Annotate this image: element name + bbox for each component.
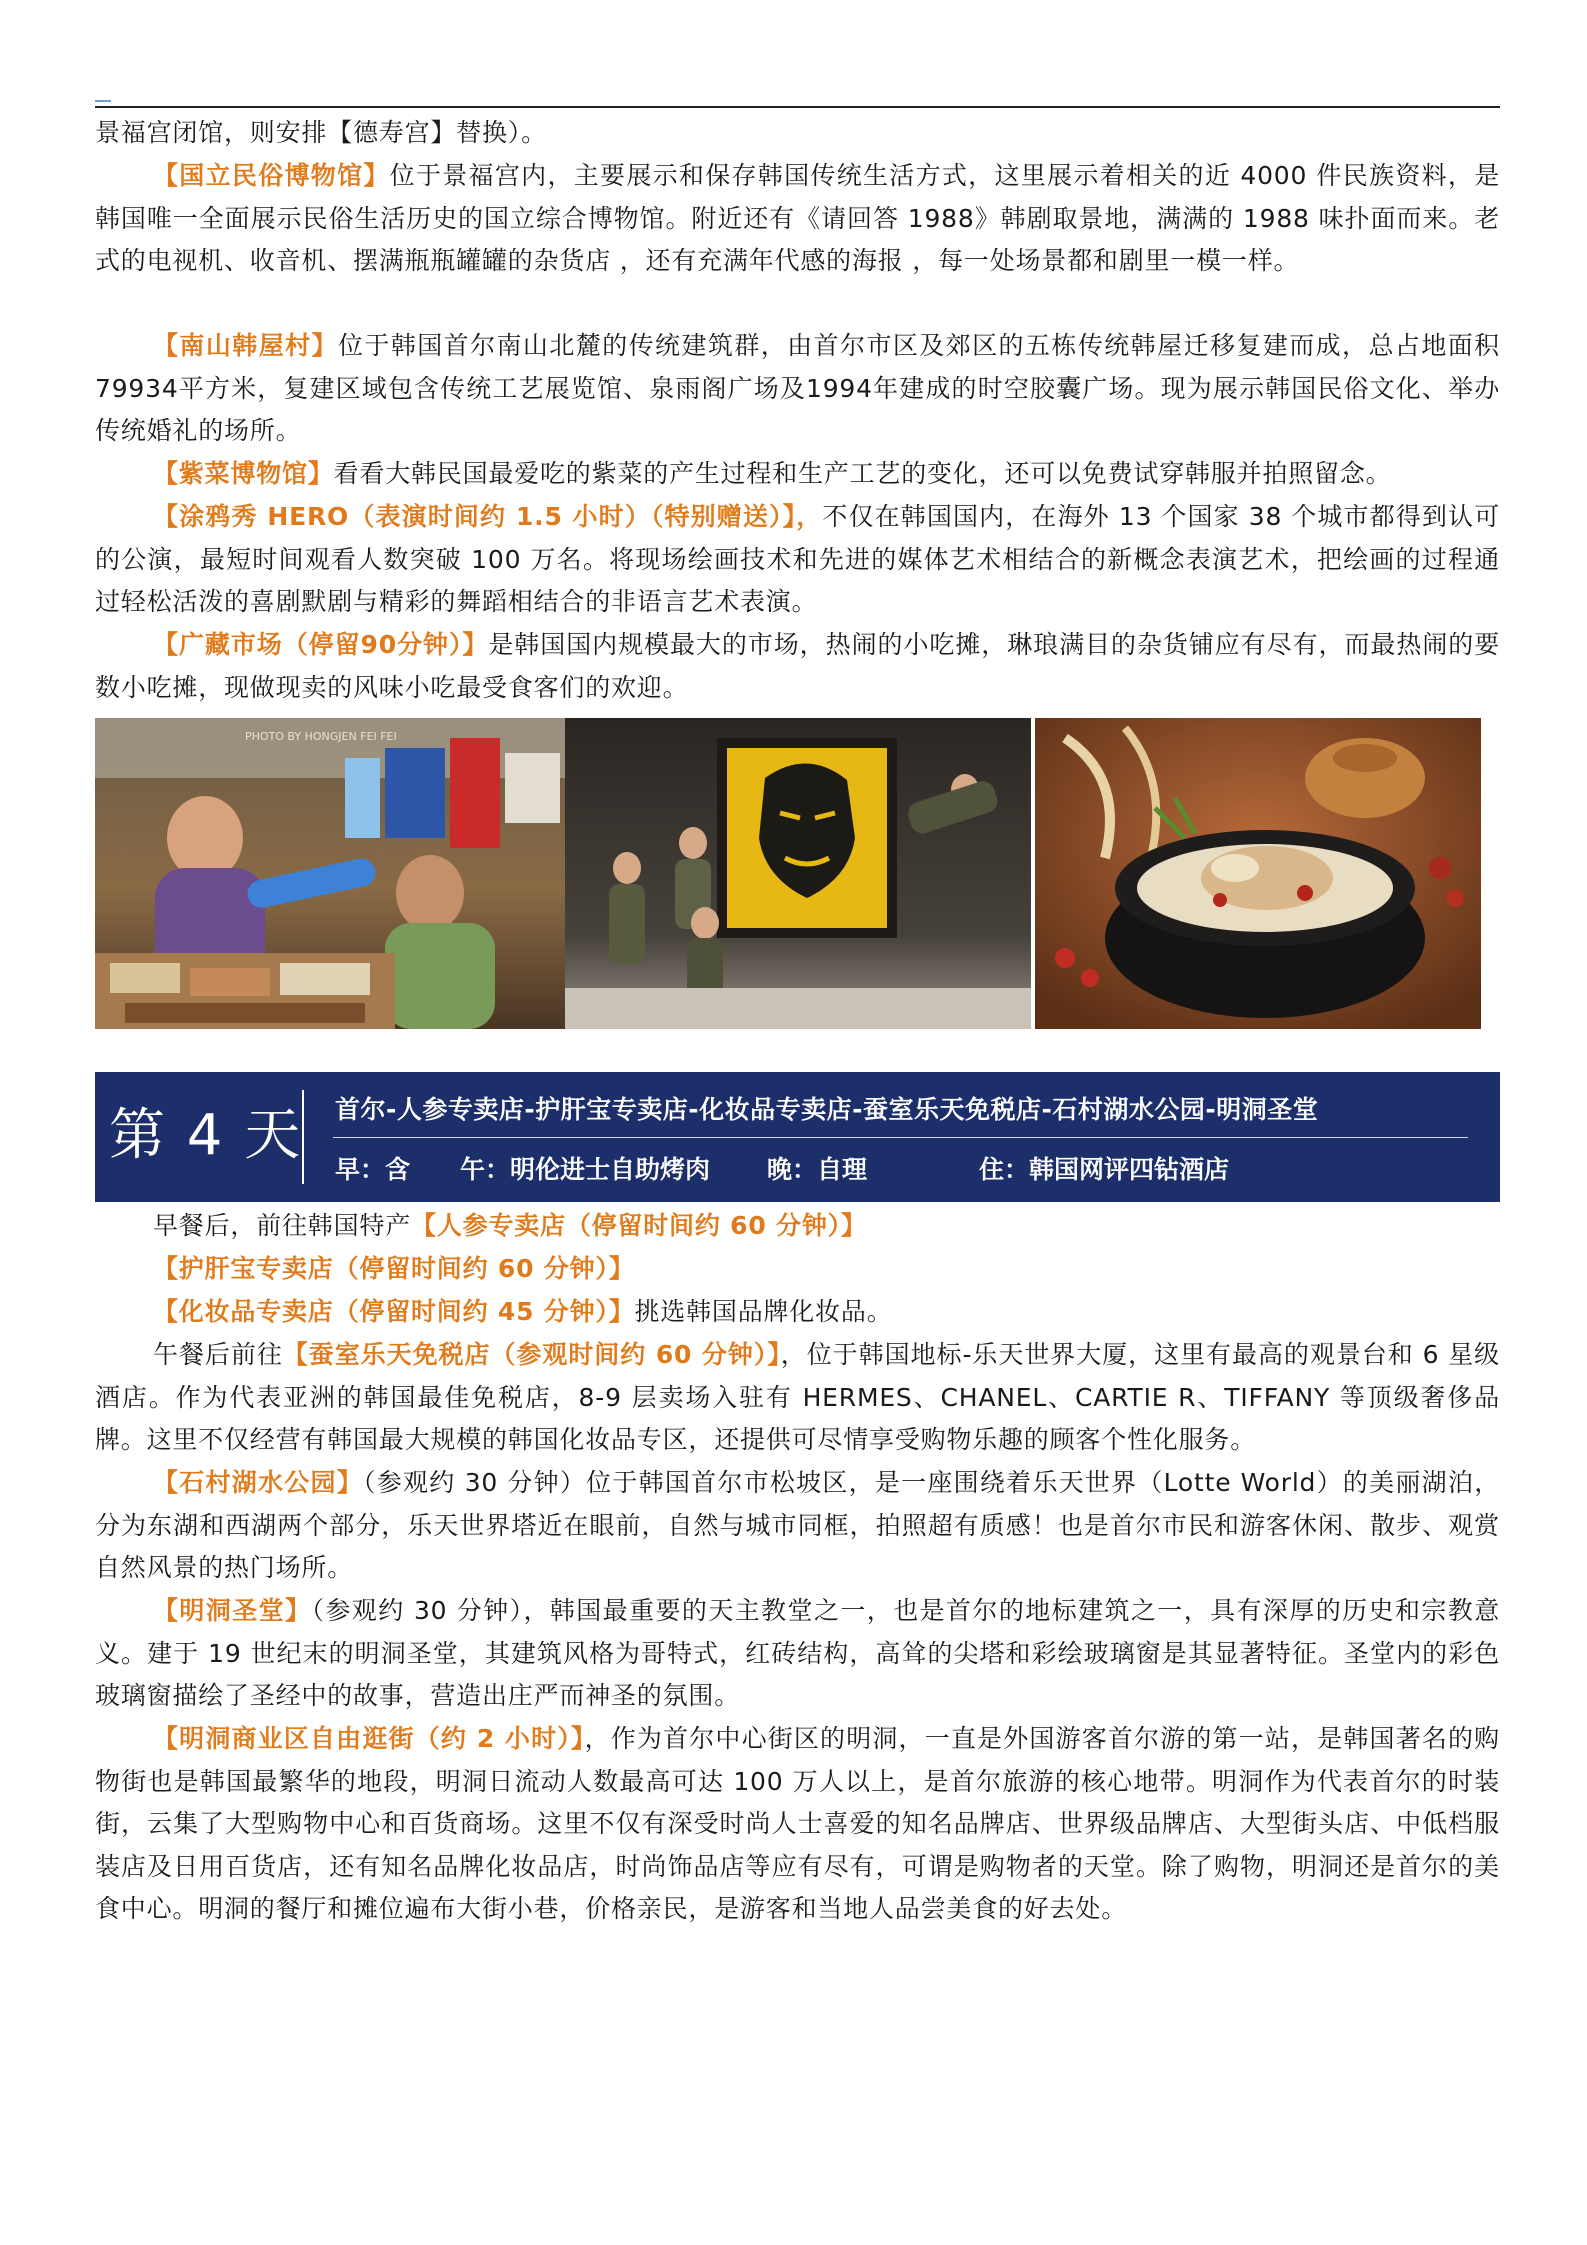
seokchon-lake-paragraph <box>95 1462 1500 1590</box>
kimbap-museum-text: 看看大韩民国最爱吃的紫菜的产生过程和生产工艺的变化，还可以免费试穿韩服并拍照留念。 <box>333 459 1392 488</box>
cathedral-paragraph <box>95 1590 1500 1718</box>
folk-museum-paragraph <box>95 155 1500 283</box>
folk-museum-text: 位于景福宫内，主要展示和保存韩国传统生活方式，这里展示着相关的近 4000 件民族资料，是韩国唯一全面展示民俗生活历史的国立综合博物馆。附近还有《请回答 1988》韩剧取景地，满满的 1988 味扑面而来。老式的电视机、收音机、摆满瓶瓶罐罐的杂货店 ，还有充满年代感的海报 ，每一处场景都和剧里一模一样。 <box>95 161 1501 275</box>
lotte-duty-free-paragraph <box>95 1334 1500 1462</box>
cosmetics-shop-title: 【化妆品专卖店（停留时间约 45 分钟）】 <box>153 1297 635 1326</box>
seokchon-title: 【石村湖水公园】 <box>153 1468 364 1497</box>
kimbap-museum-title: 【紫菜博物馆】 <box>153 459 334 488</box>
ginseng-shop-lead: 早餐后，前往韩国特产 <box>153 1211 412 1240</box>
hero-show-paragraph <box>95 496 1500 624</box>
gwangjang-text: 是韩国国内规模最大的市场，热闹的小吃摊，琳琅满目的杂货铺应有尽有，而最热闹的要数小吃摊，现做现卖的风味小吃最受食客们的欢迎。 <box>95 630 1500 702</box>
day-label: 第 4 天 <box>109 1103 303 1168</box>
ginseng-shop-paragraph <box>95 1205 1500 1248</box>
liver-shop-title: 【护肝宝专卖店（停留时间约 60 分钟）】 <box>153 1254 635 1283</box>
hotel-info: 住：韩国网评四钻酒店 <box>979 1155 1230 1184</box>
cosmetics-shop-paragraph <box>95 1291 1500 1334</box>
hero-show-illustration <box>565 718 1031 1029</box>
banner-rule <box>333 1137 1468 1138</box>
breakfast-info: 早：含 <box>335 1155 411 1184</box>
market-illustration <box>95 718 565 1029</box>
namsan-title: 【南山韩屋村】 <box>153 331 338 360</box>
header-mark <box>95 84 111 102</box>
market-photo <box>95 718 565 1029</box>
day-route: 首尔-人参专卖店-护肝宝专卖店-化妆品专卖店-蚕室乐天免税店-石村湖水公园-明洞圣堂 <box>335 1095 1319 1124</box>
gwangjang-paragraph <box>95 624 1500 709</box>
hero-show-title: 【涂鸦秀 HERO（表演时间约 1.5 小时）（特别赠送）】， <box>153 502 823 531</box>
photo-strip <box>95 718 1481 1029</box>
kimbap-museum-paragraph <box>95 453 1500 496</box>
seokchon-text: （参观约 30 分钟）位于韩国首尔市松坡区，是一座围绕着乐天世界（Lotte World）的美丽湖泊，分为东湖和西湖两个部分，乐天世界塔近在眼前，自然与城市同框，拍照超有质感！也是首尔市民和游客休闲、散步、观赏自然风景的热门场所。 <box>95 1468 1500 1582</box>
header-rule <box>95 106 1500 108</box>
folk-museum-title: 【国立民俗博物馆】 <box>153 161 390 190</box>
closure-note: 景福宫闭馆，则安排【德寿宫】替换）。 <box>95 118 547 147</box>
liver-shop-paragraph <box>95 1248 1500 1291</box>
cathedral-title: 【明洞圣堂】 <box>153 1596 312 1625</box>
myeongdong-title: 【明洞商业区自由逛街（约 2 小时）】 <box>153 1724 585 1753</box>
hero-show-photo <box>565 718 1031 1029</box>
hero-show-text: 不仅在韩国国内，在海外 13 个国家 38 个城市都得到认可的公演，最短时间观看人数突破 100 万名。将现场绘画技术和先进的媒体艺术相结合的新概念表演艺术，把绘画的过程通过轻松活泼的喜剧默剧与精彩的舞蹈相结合的非语言艺术表演。 <box>95 502 1500 616</box>
banner-divider <box>302 1090 304 1184</box>
namsan-paragraph <box>95 325 1500 453</box>
lotte-title: 【蚕室乐天免税店（参观时间约 60 分钟）】 <box>282 1340 781 1369</box>
day-4-banner <box>95 1072 1500 1202</box>
gwangjang-title: 【广藏市场（停留90分钟）】 <box>153 630 489 659</box>
dinner-info: 晚：自理 <box>767 1155 868 1184</box>
ginseng-chicken-photo <box>1035 718 1481 1029</box>
cosmetics-shop-text: 挑选韩国品牌化妆品。 <box>634 1297 893 1326</box>
photo-watermark: PHOTO BY HONGJEN FEI FEI <box>245 730 397 743</box>
ginseng-shop-title: 【人参专卖店（停留时间约 60 分钟）】 <box>411 1211 867 1240</box>
ginseng-chicken-illustration <box>1035 718 1481 1029</box>
lunch-info: 午：明伦进士自助烤肉 <box>460 1155 711 1184</box>
myeongdong-text: ，作为首尔中心街区的明洞，一直是外国游客首尔游的第一站，是韩国著名的购物街也是韩国最繁华的地段，明洞日流动人数最高可达 100 万人以上，是首尔旅游的核心地带。明洞作为代表首尔的时装街，云集了大型购物中心和百货商场。这里不仅有深受时尚人士喜爱的知名品牌店、世界级品牌店、大型街头店、中低档服装店及日用百货店，还有知名品牌化妆品店，时尚饰品店等应有尽有，可谓是购物者的天堂。除了购物，明洞还是首尔的美食中心。明洞的餐厅和摊位遍布大街小巷，价格亲民，是游客和当地人品尝美食的好去处。 <box>95 1724 1500 1923</box>
cathedral-text: （参观约 30 分钟），韩国最重要的天主教堂之一，也是首尔的地标建筑之一，具有深厚的历史和宗教意义。建于 19 世纪末的明洞圣堂，其建筑风格为哥特式，红砖结构，高耸的尖塔和彩绘玻璃窗是其显著特征。圣堂内的彩色玻璃窗描绘了圣经中的故事，营造出庄严而神圣的氛围。 <box>95 1596 1500 1710</box>
myeongdong-paragraph <box>95 1718 1500 1931</box>
lotte-text: ，位于韩国地标-乐天世界大厦，这里有最高的观景台和 6 星级酒店。作为代表亚洲的韩国最佳免税店，8-9 层卖场入驻有 HERMES、CHANEL、CARTIE R、TIFFANY 等顶级奢侈品牌。这里不仅经营有韩国最大规模的韩国化妆品专区，还提供可尽情享受购物乐趣的顾客个性化服务。 <box>95 1340 1500 1454</box>
namsan-text: 位于韩国首尔南山北麓的传统建筑群，由首尔市区及郊区的五栋传统韩屋迁移复建而成，总占地面积79934平方米，复建区域包含传统工艺展览馆、泉雨阁广场及1994年建成的时空胶囊广场。现为展示韩国民俗文化、举办传统婚礼的场所。 <box>95 331 1500 445</box>
lotte-lead: 午餐后前往 <box>153 1340 283 1369</box>
